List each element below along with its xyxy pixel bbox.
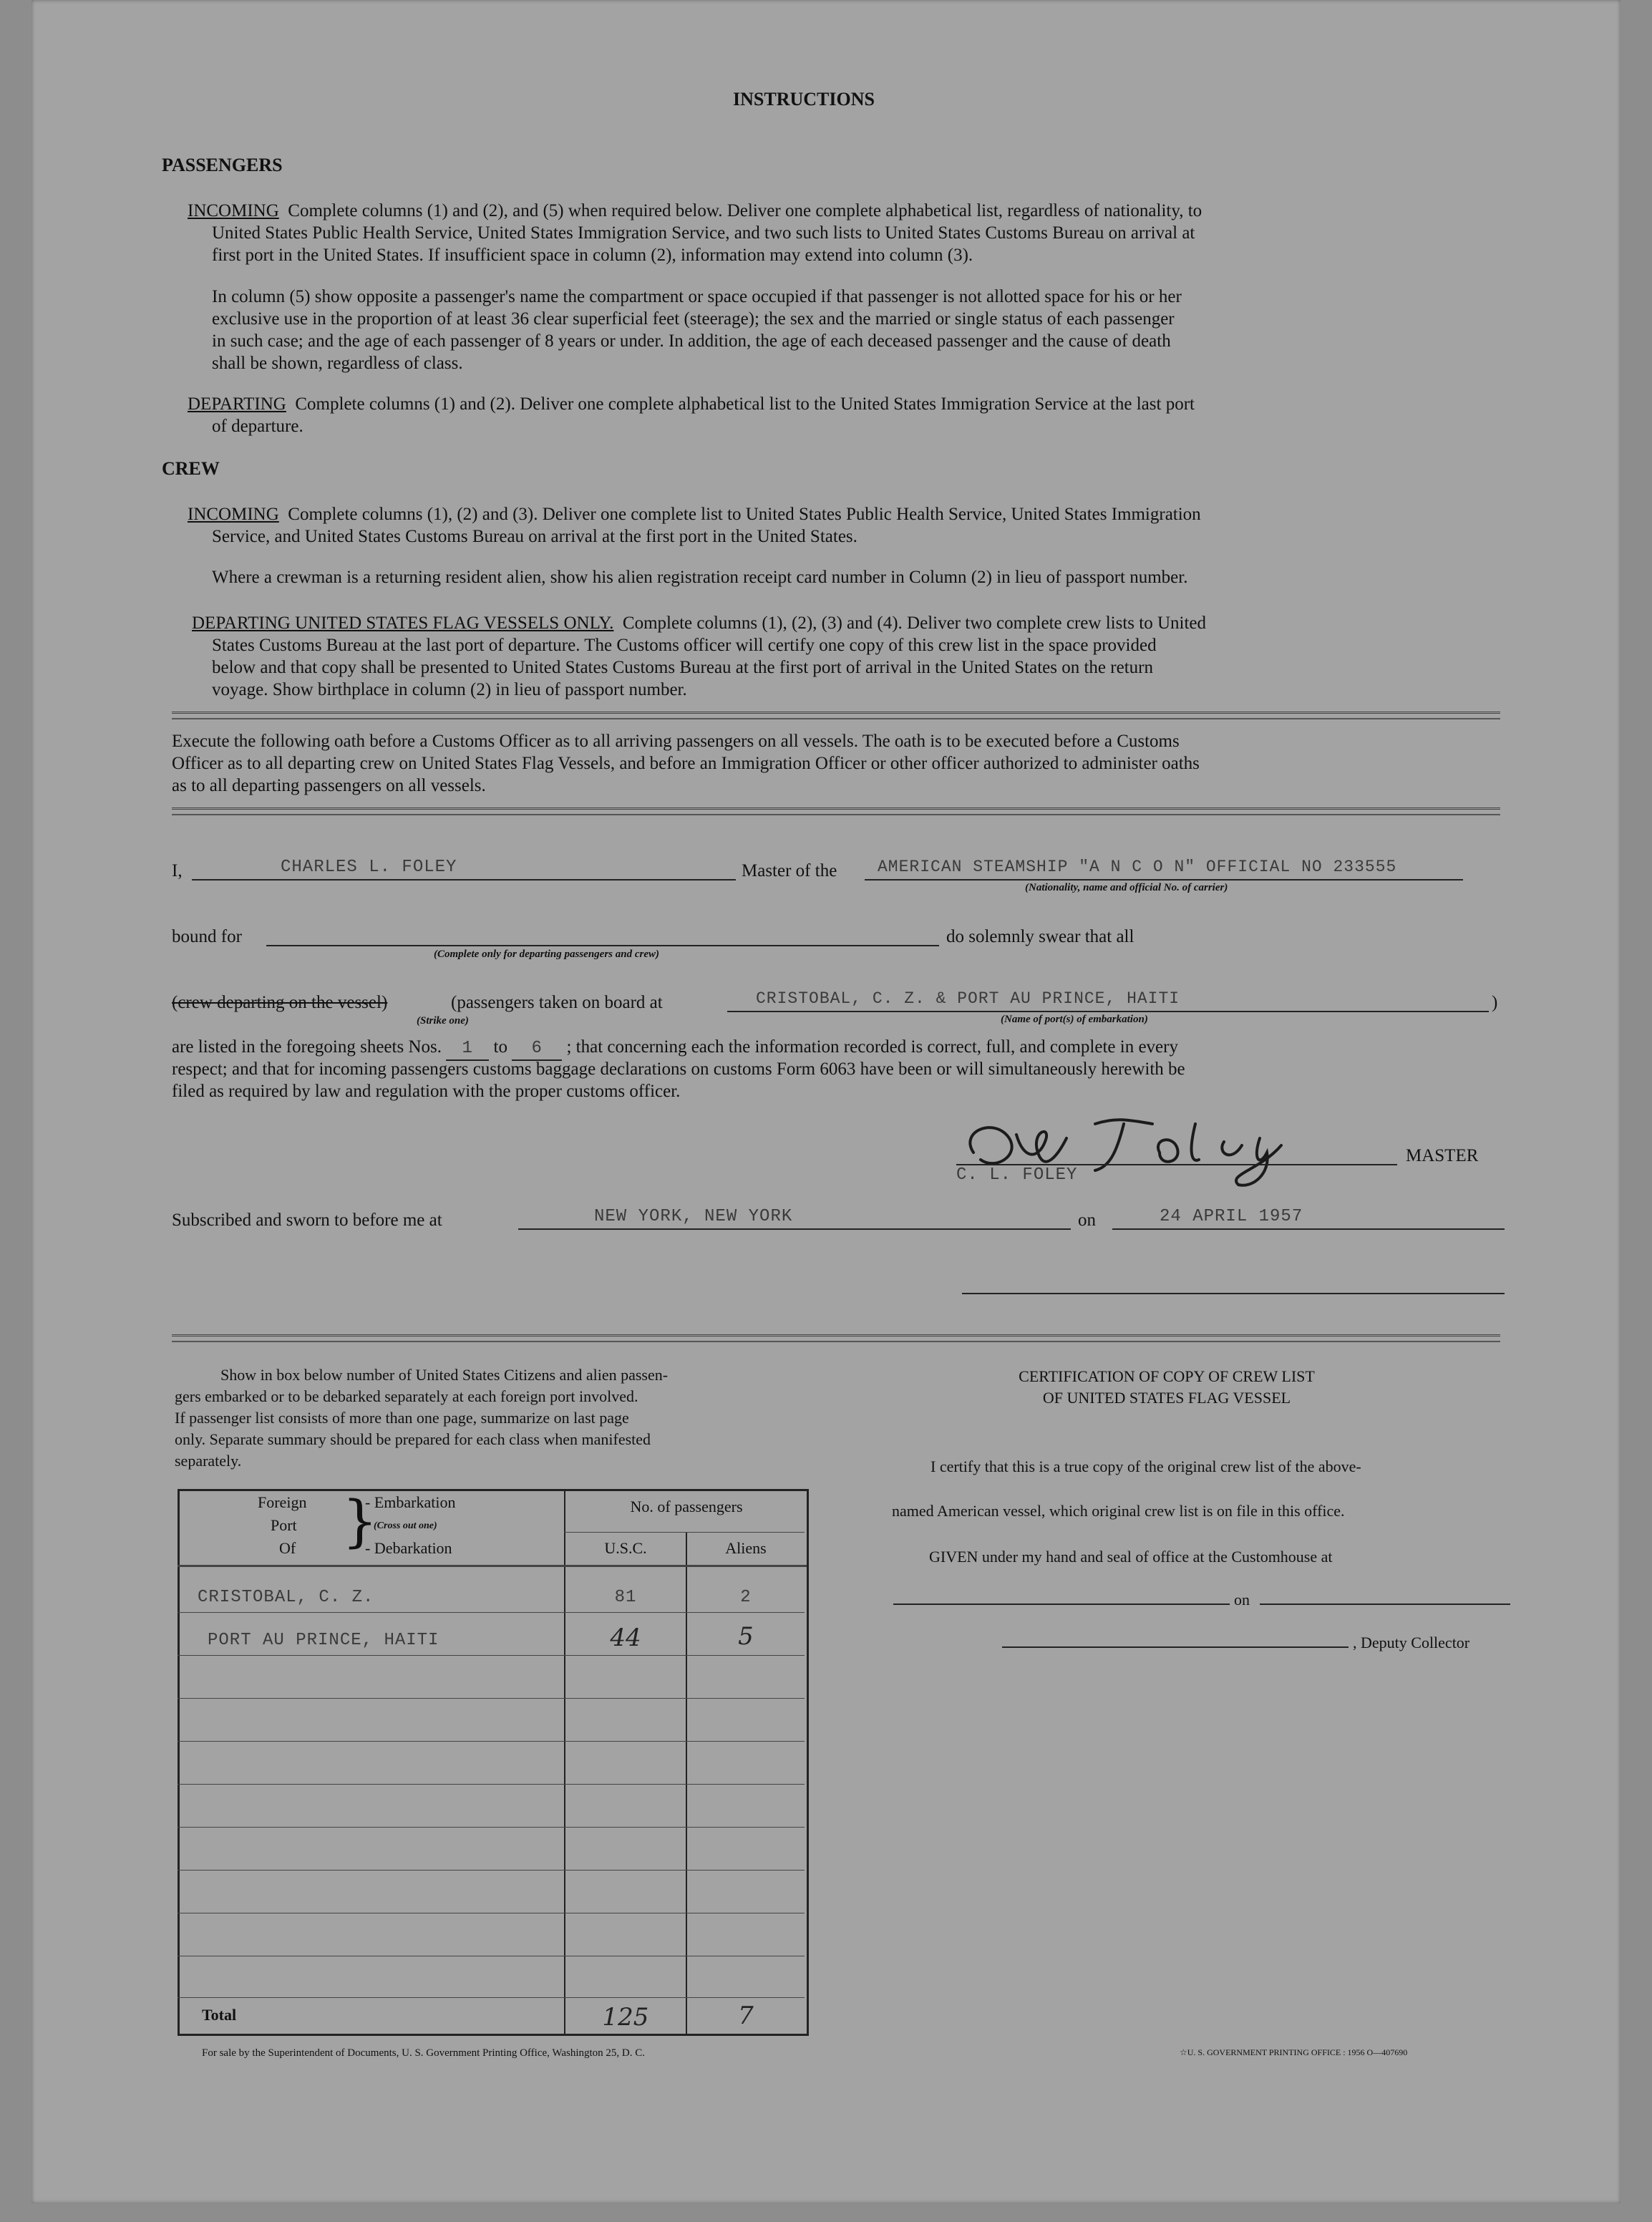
hdr-aliens: Aliens xyxy=(725,1539,767,1557)
deputy-signature-line xyxy=(1002,1646,1349,1648)
hdr-cross-out: (Cross out one) xyxy=(374,1520,437,1531)
divider xyxy=(172,712,1500,719)
cert-text-line-2: named American vessel, which original crew list is on file in this office. xyxy=(892,1502,1345,1520)
crew-incoming-text-1: Complete columns (1), (2) and (3). Deliver one complete list to United States Public Health Service, United States Immigration xyxy=(288,505,1201,524)
table-rule xyxy=(178,1565,807,1567)
total-aliens: 7 xyxy=(738,2002,754,2030)
footer-left: For sale by the Superintendent of Documents, U. S. Government Printing Office, Washington 25, D. C. xyxy=(202,2047,645,2059)
passengers-incoming-text-1: Complete columns (1) and (2), and (5) when required below. Deliver one complete alphabetical list, regardless of nationality, to xyxy=(288,201,1202,220)
passengers-departing-text-1: Complete columns (1) and (2). Deliver one complete alphabetical list to the United States Immigration Service at the last port xyxy=(295,394,1195,414)
close-paren: ) xyxy=(1492,993,1498,1012)
listed-label-b: ; that concerning each the information recorded is correct, full, and complete in every xyxy=(566,1037,1178,1057)
divider xyxy=(172,1334,1500,1342)
total-usc: 125 xyxy=(602,2003,649,2032)
brace-icon: } xyxy=(342,1490,378,1554)
passengers-heading: PASSENGERS xyxy=(162,155,283,175)
summary-instr-line-2: gers embarked or to be debarked separately at each foreign port involved. xyxy=(175,1387,638,1405)
master-label: MASTER xyxy=(1406,1146,1479,1165)
crew-departing-line-4: voyage. Show birthplace in column (2) in lieu of passport number. xyxy=(212,680,687,699)
crew-resident-line: Where a crewman is a returning resident alien, show his alien registration receipt card number in Column (2) in lieu of passport number. xyxy=(212,568,1188,587)
cert-date-line xyxy=(1260,1604,1510,1605)
vessel-name: AMERICAN STEAMSHIP "A N C O N" OFFICIAL NO 233555 xyxy=(878,858,1397,876)
crew-departing-struck: (crew departing on the vessel) xyxy=(172,993,388,1012)
summary-instr-line-4: only. Separate summary should be prepared for each class when manifested xyxy=(175,1430,651,1448)
cert-title-line-2: OF UNITED STATES FLAG VESSEL xyxy=(1042,1389,1291,1407)
hdr-embarkation: - Embarkation xyxy=(365,1493,456,1511)
crew-heading: CREW xyxy=(162,458,220,479)
hdr-port: Port xyxy=(271,1516,297,1534)
cert-on-label: on xyxy=(1234,1591,1250,1609)
passengers-col5-line-1: In column (5) show opposite a passenger's name the compartment or space occupied if that passenger is not allotted space for his or her xyxy=(212,287,1182,306)
summary-instr-line-5: separately. xyxy=(175,1452,242,1470)
passengers-col5-line-2: exclusive use in the proportion of at least 36 clear superficial feet (steerage); the sex and the married or single status of each passenger xyxy=(212,309,1175,329)
oath-intro-line-2: Officer as to all departing crew on United States Flag Vessels, and before an Immigration Officer or other officer authorized to administer oaths xyxy=(172,754,1200,773)
passengers-col5-line-4: shall be shown, regardless of class. xyxy=(212,354,463,373)
crew-departing-line-3: below and that copy shall be presented to United States Customs Bureau at the first port of arrival in the United States on the return xyxy=(212,658,1153,677)
footer-right: ☆U. S. GOVERNMENT PRINTING OFFICE : 1956 O—407690 xyxy=(1180,2047,1408,2057)
hdr-no-passengers: No. of passengers xyxy=(630,1498,743,1515)
passengers-departing-line-1 xyxy=(188,394,1195,415)
crew-departing-line-1 xyxy=(192,613,1206,634)
passengers-incoming-line-2: United States Public Health Service, United States Immigration Service, and two such lists to United States Customs Bureau on arrival at xyxy=(212,223,1195,243)
passengers-incoming-line-1 xyxy=(188,200,1202,222)
table-divider xyxy=(686,1532,687,2034)
hdr-debarkation: - Debarkation xyxy=(365,1539,452,1557)
total-label: Total xyxy=(202,2006,237,2024)
swear-label: do solemnly swear that all xyxy=(946,927,1134,946)
table-rule xyxy=(178,1655,805,1656)
row-port: CRISTOBAL, C. Z. xyxy=(198,1588,374,1607)
table-divider xyxy=(564,1489,565,2034)
strike-caption: (Strike one) xyxy=(417,1015,469,1027)
hdr-of: Of xyxy=(279,1539,296,1557)
sheet-from: 1 xyxy=(446,1038,489,1061)
cert-text-line-1: I certify that this is a true copy of the original crew list of the above- xyxy=(931,1457,1361,1475)
embark-port: CRISTOBAL, C. Z. & PORT AU PRINCE, HAITI xyxy=(756,989,1180,1008)
listed-label-a: are listed in the foregoing sheets Nos. xyxy=(172,1037,442,1057)
row-usc: 44 xyxy=(610,1624,641,1652)
master-name-line xyxy=(192,879,736,880)
listed-line xyxy=(172,1037,1178,1061)
sheet-to: 6 xyxy=(512,1038,562,1061)
port-line xyxy=(727,1011,1489,1012)
sworn-place: NEW YORK, NEW YORK xyxy=(594,1207,793,1226)
bound-for-label: bound for xyxy=(172,927,242,946)
bound-for-caption: (Complete only for departing passengers and crew) xyxy=(434,949,659,960)
vessel-line xyxy=(865,879,1463,880)
row-aliens: 5 xyxy=(738,1622,754,1651)
port-caption: (Name of port(s) of embarkation) xyxy=(1001,1014,1148,1025)
table-rule xyxy=(178,1741,805,1742)
cert-text-line-3: GIVEN under my hand and seal of office at the Customhouse at xyxy=(929,1548,1333,1566)
oath-intro-line-3: as to all departing passengers on all vessels. xyxy=(172,776,486,795)
respect-line: respect; and that for incoming passengers customs baggage declarations on customs Form 6063 have been or will simultaneously herewith be xyxy=(172,1059,1185,1079)
cert-title-line-1: CERTIFICATION OF COPY OF CREW LIST xyxy=(1019,1367,1315,1385)
subscribed-label: Subscribed and sworn to before me at xyxy=(172,1211,442,1230)
table-rule xyxy=(178,1870,805,1871)
crew-departing-label: DEPARTING UNITED STATES FLAG VESSELS ONLY. xyxy=(192,613,614,633)
table-rule xyxy=(178,1827,805,1828)
crew-departing-text-1: Complete columns (1), (2), (3) and (4). Deliver two complete crew lists to United xyxy=(622,613,1206,633)
on-label: on xyxy=(1078,1211,1096,1230)
officer-signature-line xyxy=(962,1293,1505,1294)
summary-instr-line-1: Show in box below number of United States Citizens and alien passen- xyxy=(220,1366,669,1384)
table-rule xyxy=(178,1698,805,1699)
table-rule xyxy=(178,1997,805,1998)
oath-intro-line-1: Execute the following oath before a Customs Officer as to all arriving passengers on all vessels. The oath is to be executed before a Customs xyxy=(172,732,1180,751)
hdr-foreign: Foreign xyxy=(258,1493,307,1511)
crew-departing-line-2: States Customs Bureau at the last port of departure. The Customs officer will certify one copy of this crew list in the space provided xyxy=(212,636,1157,655)
table-rule xyxy=(564,1532,805,1533)
sworn-place-line xyxy=(518,1228,1071,1230)
hdr-usc: U.S.C. xyxy=(604,1539,647,1557)
passengers-departing-line-2: of departure. xyxy=(212,417,303,436)
passengers-taken-label: (passengers taken on board at xyxy=(451,993,663,1012)
deputy-collector-label: , Deputy Collector xyxy=(1353,1634,1470,1651)
customhouse-line xyxy=(893,1604,1230,1605)
passengers-incoming-label: INCOMING xyxy=(188,201,279,220)
row-aliens: 2 xyxy=(740,1588,752,1607)
divider xyxy=(172,807,1500,815)
bound-for-line xyxy=(266,945,939,946)
to-label: to xyxy=(493,1037,507,1057)
signer-typed-name: C. L. FOLEY xyxy=(956,1165,1078,1185)
summary-instr-line-3: If passenger list consists of more than one page, summarize on last page xyxy=(175,1409,629,1427)
crew-incoming-line-1 xyxy=(188,504,1201,525)
master-of-label: Master of the xyxy=(742,861,837,880)
sworn-date: 24 APRIL 1957 xyxy=(1160,1207,1303,1226)
filed-line: filed as required by law and regulation with the proper customs officer. xyxy=(172,1082,681,1101)
sworn-date-line xyxy=(1112,1228,1505,1230)
vessel-caption: (Nationality, name and official No. of carrier) xyxy=(1025,882,1228,893)
row-usc: 81 xyxy=(614,1588,637,1607)
page-title: INSTRUCTIONS xyxy=(733,89,875,110)
table-rule xyxy=(178,1784,805,1785)
passengers-col5-line-3: in such case; and the age of each passenger of 8 years or under. In addition, the age of each deceased passenger and the cause of death xyxy=(212,331,1171,351)
table-rule xyxy=(178,1612,805,1613)
crew-incoming-label: INCOMING xyxy=(188,505,279,524)
passengers-departing-label: DEPARTING xyxy=(188,394,286,414)
passenger-summary-table xyxy=(178,1489,809,2036)
master-name: CHARLES L. FOLEY xyxy=(281,858,457,877)
row-port: PORT AU PRINCE, HAITI xyxy=(208,1631,439,1650)
passengers-incoming-line-3: first port in the United States. If insufficient space in column (2), information may extend into column (3). xyxy=(212,246,973,265)
crew-incoming-line-2: Service, and United States Customs Bureau on arrival at the first port in the United States. xyxy=(212,527,857,546)
oath-i-label: I, xyxy=(172,861,183,880)
